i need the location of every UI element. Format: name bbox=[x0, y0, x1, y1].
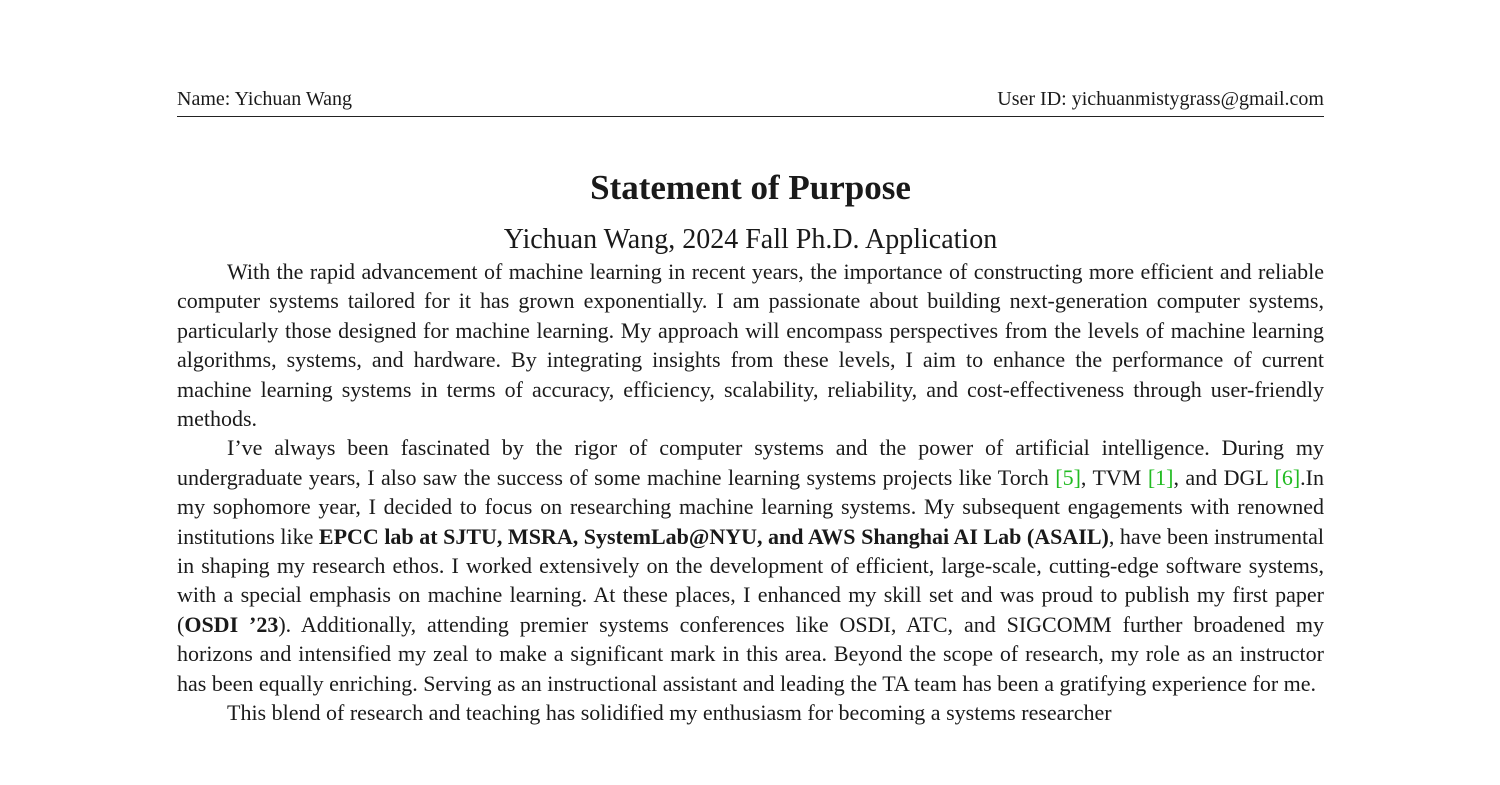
paragraph-2-text: ). Additionally, attending premier systems conferences like OSDI, ATC, and SIGCOMM further broadened my horizons and intensified my zeal to make a significant mark in this area. Beyond the scope of research, my role as an instructor has been equally enriching. Serving as an instructional assistant and leading the TA team has been a gratifying experience for me. bbox=[177, 611, 1325, 696]
paragraph-1: With the rapid advancement of machine learning in recent years, the importance of constructing more efficient and reliable computer systems tailored for it has grown exponentially. I am passionate about building next-generation computer systems, particularly those designed for machine learning. My approach will encompass perspectives from the levels of machine learning algorithms, systems, and hardware. By integrating insights from these levels, I aim to enhance the performance of current machine learning systems in terms of accuracy, efficiency, scalability, reliability, and cost-effectiveness through user-friendly methods. bbox=[177, 259, 1324, 432]
paragraph-2-text: , have been instrumental in shaping my research ethos. I worked extensively on the development of efficient, large-scale, cutting-edge software systems, with a special emphasis on machine learning. At these places, I enhanced my skill set and was proud to publish my first paper ( bbox=[177, 523, 1325, 637]
citation-link[interactable]: [6] bbox=[1274, 464, 1301, 490]
paragraph-2-text: .In my sophomore year, I decided to focus on researching machine learning systems. My subsequent engagements with renowned institutions like bbox=[177, 464, 1324, 549]
paragraph-3: This blend of research and teaching has solidified my enthusiasm for becoming a systems researcher bbox=[227, 700, 1112, 726]
citation-link[interactable]: [5] bbox=[1055, 464, 1081, 490]
applicant-name: Name: Yichuan Wang bbox=[177, 88, 353, 110]
paragraph-2-text: I’ve always been fascinated by the rigor of computer systems and the power of artificial intelligence. During my undergraduate years, I also saw the success of some machine learning systems projects like Torch bbox=[177, 435, 1324, 490]
page-header bbox=[177, 86, 1324, 117]
user-id: User ID: yichuanmistygrass@gmail.com bbox=[997, 88, 1324, 110]
document-body bbox=[177, 257, 1324, 728]
page-title: Statement of Purpose bbox=[590, 168, 911, 207]
paragraph-2 bbox=[177, 433, 1324, 698]
osdi-bold: OSDI ’23 bbox=[184, 611, 279, 637]
page-subtitle: Yichuan Wang, 2024 Fall Ph.D. Application bbox=[503, 224, 998, 255]
paragraph-2-text: , and DGL bbox=[1173, 464, 1275, 490]
institutions-bold: EPCC lab at SJTU, MSRA, SystemLab@NYU, and AWS Shanghai AI Lab (ASAIL) bbox=[318, 523, 1109, 549]
citation-link[interactable]: [1] bbox=[1147, 464, 1174, 490]
paragraph-2-text: , TVM bbox=[1080, 464, 1148, 490]
